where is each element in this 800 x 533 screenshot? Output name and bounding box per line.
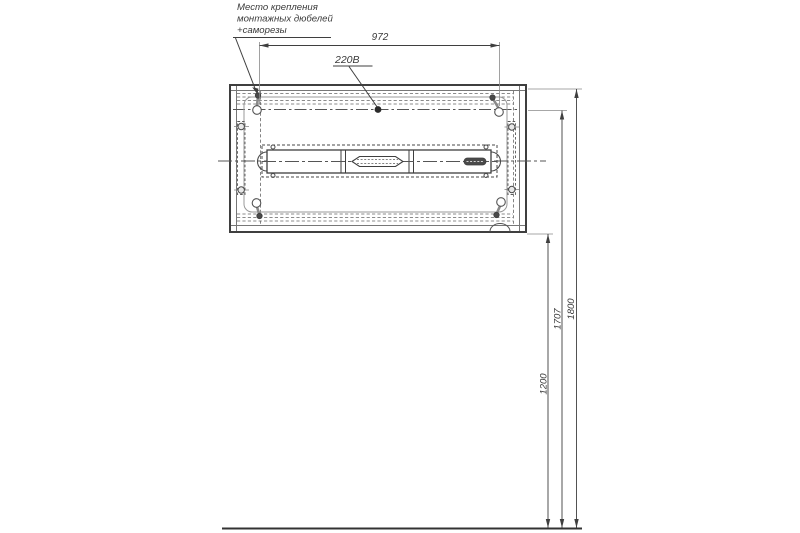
rail-right-slot <box>464 158 486 165</box>
vdim-label-1200: 1200 <box>538 373 550 395</box>
vdim-arrow-top-1800 <box>574 89 578 98</box>
vdim-arrow-top-1707 <box>560 111 564 120</box>
power-label: 220В <box>335 54 360 66</box>
note-annotation <box>233 2 333 95</box>
vdim-arrow-bottom-1200 <box>546 519 550 528</box>
note-line-3: +саморезы <box>237 25 287 36</box>
left-bracket-screw-top <box>238 123 244 129</box>
width-dim-arrow-left <box>260 43 269 47</box>
vdim-arrow-bottom-1707 <box>560 519 564 528</box>
power-connection-point <box>375 106 382 113</box>
vdim-label-1707: 1707 <box>552 308 564 330</box>
note-line-1: Место крепления <box>237 2 318 13</box>
left-bracket-screw-bottom <box>238 187 244 193</box>
mounting-rail <box>258 145 501 178</box>
width-dim-arrow-right <box>491 43 500 47</box>
vdim-arrow-top-1200 <box>546 234 550 243</box>
note-leader-line <box>236 38 257 91</box>
note-line-2: монтажных дюбелей <box>237 13 333 25</box>
right-bracket-screw-top <box>509 124 515 130</box>
right-bracket-screw-bottom <box>509 186 515 192</box>
vdim-arrow-bottom-1800 <box>574 519 578 528</box>
vdim-label-1800: 1800 <box>566 298 577 320</box>
width-dim-label: 972 <box>371 32 389 43</box>
rail-center-slot <box>352 157 403 167</box>
